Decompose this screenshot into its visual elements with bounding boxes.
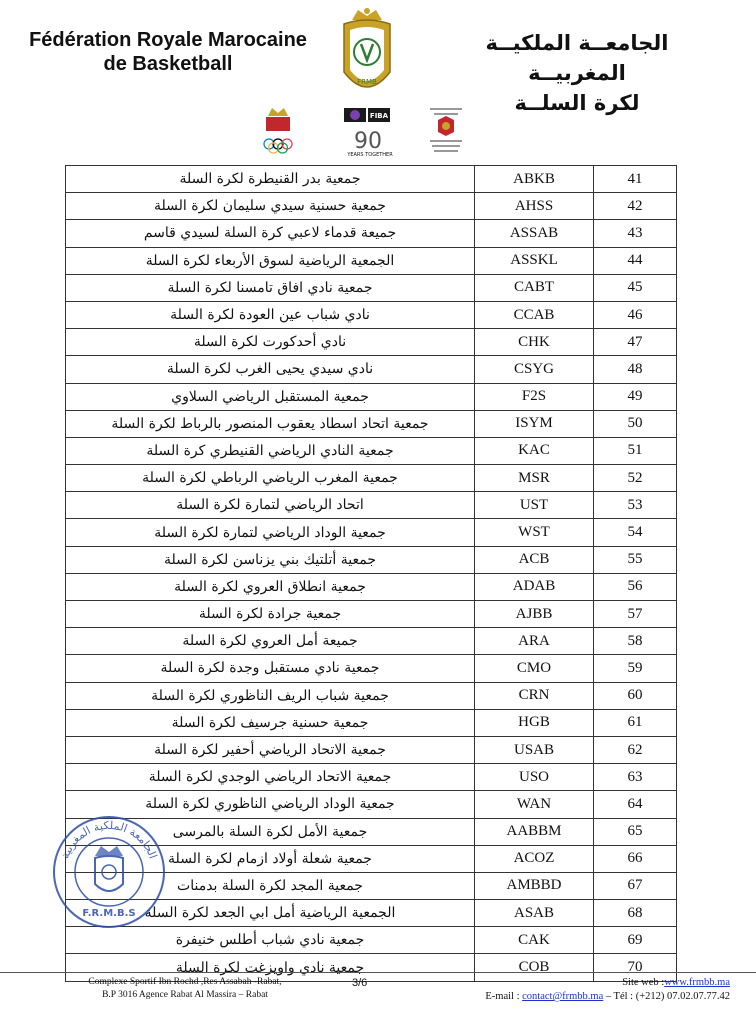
club-code-cell: ADAB: [475, 573, 594, 600]
ministry-logo: [424, 106, 468, 156]
table-row: [66, 220, 677, 247]
table-row: [66, 546, 677, 573]
club-number-cell: 41: [594, 166, 677, 193]
club-name-cell: جمعية شباب الريف الناظوري لكرة السلة: [66, 682, 475, 709]
club-name-cell: جمعية جرادة لكرة السلة: [66, 601, 475, 628]
club-name-cell: جمعية النادي الرياضي القنيطري كرة السلة: [66, 437, 475, 464]
table-row: [66, 274, 677, 301]
club-number-cell: 53: [594, 492, 677, 519]
club-number-cell: 64: [594, 791, 677, 818]
federation-name-fr-line2: de Basketball: [103, 53, 233, 75]
club-number-cell: 50: [594, 410, 677, 437]
federation-name-ar-line1: الجامعــة الملكيــة المغربيــة: [485, 31, 669, 85]
club-number-cell: 51: [594, 437, 677, 464]
club-code-cell: CRN: [475, 682, 594, 709]
club-code-cell: USO: [475, 764, 594, 791]
site-link[interactable]: www.frmbb.ma: [664, 977, 730, 988]
club-name-cell: اتحاد الرياضي لتمارة لكرة السلة: [66, 492, 475, 519]
club-name-cell: جمعية الاتحاد الرياضي الوجدي لكرة السلة: [66, 764, 475, 791]
table-row: [66, 247, 677, 274]
club-code-cell: USAB: [475, 736, 594, 763]
club-name-cell: جمعية الأمل لكرة السلة بالمرسى: [66, 818, 475, 845]
table-row: [66, 709, 677, 736]
table-row: [66, 573, 677, 600]
federation-stamp: [48, 812, 170, 930]
club-number-cell: 42: [594, 193, 677, 220]
club-name-cell: جمعية نادي افاق تامسنا لكرة السلة: [66, 274, 475, 301]
partner-logos: [252, 106, 502, 162]
footer-address-line1: Complexe Sportif Ibn Rochd ,Res Assabah -Rabat,: [88, 977, 282, 987]
club-name-cell: جمعية حسنية جرسيف لكرة السلة: [66, 709, 475, 736]
club-name-cell: جمعية المجد لكرة السلة بدمنات: [66, 872, 475, 899]
federation-name-ar: [442, 28, 712, 118]
club-number-cell: 46: [594, 301, 677, 328]
club-name-cell: جمعية انطلاق العروي لكرة السلة: [66, 573, 475, 600]
club-number-cell: 48: [594, 356, 677, 383]
club-name-cell: نادي أحدكورت لكرة السلة: [66, 329, 475, 356]
club-number-cell: 62: [594, 736, 677, 763]
club-name-cell: جمعية الوداد الرياضي الناظوري لكرة السلة: [66, 791, 475, 818]
club-number-cell: 57: [594, 601, 677, 628]
frmb-crest-logo: [332, 6, 402, 104]
club-number-cell: 61: [594, 709, 677, 736]
fiba-tagline: YEARS TOGETHER: [347, 152, 393, 158]
club-name-cell: جمعية الوداد الرياضي لتمارة لكرة السلة: [66, 519, 475, 546]
club-number-cell: 68: [594, 900, 677, 927]
club-code-cell: CAK: [475, 927, 594, 954]
club-name-cell: جمعية الاتحاد الرياضي أحفير لكرة السلة: [66, 736, 475, 763]
club-name-cell: جمعية بدر القنيطرة لكرة السلة: [66, 166, 475, 193]
club-number-cell: 55: [594, 546, 677, 573]
olympic-committee-logo: [258, 106, 298, 156]
club-name-cell: جمعية شعلة أولاد ازمام لكرة السلة: [66, 845, 475, 872]
club-code-cell: UST: [475, 492, 594, 519]
table-row: [66, 437, 677, 464]
club-name-cell: نادي سيدي يحيى الغرب لكرة السلة: [66, 356, 475, 383]
club-code-cell: ISYM: [475, 410, 594, 437]
club-code-cell: ASSKL: [475, 247, 594, 274]
club-name-cell: جمعية المغرب الرياضي الرباطي لكرة السلة: [66, 465, 475, 492]
club-number-cell: 45: [594, 274, 677, 301]
page-number: 3/6: [352, 977, 368, 989]
club-name-cell: جمعية المستقبل الرياضي السلاوي: [66, 383, 475, 410]
table-row: [66, 356, 677, 383]
club-code-cell: KAC: [475, 437, 594, 464]
club-number-cell: 49: [594, 383, 677, 410]
table-row: [66, 682, 677, 709]
club-number-cell: 59: [594, 655, 677, 682]
club-number-cell: 69: [594, 927, 677, 954]
federation-name-ar-line2: لكرة السلــة: [514, 91, 640, 115]
club-name-cell: جميعة أمل العروي لكرة السلة: [66, 628, 475, 655]
fiba-years: 90: [354, 129, 382, 152]
club-name-cell: جمعية حسنية سيدي سليمان لكرة السلة: [66, 193, 475, 220]
email-label: E-mail :: [485, 991, 520, 1002]
club-code-cell: WST: [475, 519, 594, 546]
club-name-cell: جمعية أتلتيك بني يزناسن لكرة السلة: [66, 546, 475, 573]
table-row: [66, 655, 677, 682]
club-number-cell: 56: [594, 573, 677, 600]
table-row: [66, 927, 677, 954]
phone-text: – Tél : (+212) 07.02.07.77.42: [603, 991, 730, 1002]
table-row: [66, 301, 677, 328]
club-code-cell: HGB: [475, 709, 594, 736]
club-code-cell: ABKB: [475, 166, 594, 193]
table-row: [66, 736, 677, 763]
club-number-cell: 60: [594, 682, 677, 709]
club-name-cell: جمعية نادي شباب أطلس خنيفرة: [66, 927, 475, 954]
club-name-cell: نادي شباب عين العودة لكرة السلة: [66, 301, 475, 328]
footer-divider: [0, 972, 756, 973]
table-row: [66, 465, 677, 492]
club-code-cell: CMO: [475, 655, 594, 682]
email-link[interactable]: contact@frmbb.ma: [522, 991, 604, 1002]
table-row: [66, 383, 677, 410]
footer-address: [40, 976, 330, 1002]
club-code-cell: MSR: [475, 465, 594, 492]
club-code-cell: AMBBD: [475, 872, 594, 899]
club-code-cell: ARA: [475, 628, 594, 655]
club-name-cell: جمعية نادي مستقبل وجدة لكرة السلة: [66, 655, 475, 682]
club-code-cell: F2S: [475, 383, 594, 410]
table-row: [66, 410, 677, 437]
fiba-text: FIBA: [369, 112, 389, 120]
club-name-cell: جمعية نادي واويزغت لكرة السلة: [66, 954, 475, 981]
club-code-cell: CHK: [475, 329, 594, 356]
table-row: [66, 601, 677, 628]
club-code-cell: AABBM: [475, 818, 594, 845]
club-name-cell: جمعية اتحاد اسطاد يعقوب المنصور بالرباط لكرة السلة: [66, 410, 475, 437]
table-row: [66, 166, 677, 193]
club-code-cell: ASAB: [475, 900, 594, 927]
club-code-cell: AJBB: [475, 601, 594, 628]
stamp-bottom-text: F.R.M.B.S: [82, 908, 136, 919]
club-code-cell: COB: [475, 954, 594, 981]
club-name-cell: الجمعية الرياضية لسوق الأربعاء لكرة السلة: [66, 247, 475, 274]
club-number-cell: 63: [594, 764, 677, 791]
table-row: [66, 764, 677, 791]
club-code-cell: CSYG: [475, 356, 594, 383]
fiba-90-logo: [340, 106, 396, 152]
federation-name-fr-line1: Fédération Royale Marocaine: [29, 29, 307, 51]
club-number-cell: 44: [594, 247, 677, 274]
club-code-cell: CABT: [475, 274, 594, 301]
footer-address-line2: B.P 3016 Agence Rabat Al Massira – Rabat: [102, 990, 268, 1000]
table-row: [66, 492, 677, 519]
club-number-cell: 66: [594, 845, 677, 872]
table-row: [66, 193, 677, 220]
site-label: Site web :: [622, 977, 665, 988]
club-code-cell: WAN: [475, 791, 594, 818]
table-row: [66, 628, 677, 655]
club-number-cell: 52: [594, 465, 677, 492]
club-number-cell: 43: [594, 220, 677, 247]
club-number-cell: 47: [594, 329, 677, 356]
club-name-cell: جميعة قدماء لاعبي كرة السلة لسيدي قاسم: [66, 220, 475, 247]
club-code-cell: CCAB: [475, 301, 594, 328]
club-number-cell: 70: [594, 954, 677, 981]
club-number-cell: 58: [594, 628, 677, 655]
club-number-cell: 54: [594, 519, 677, 546]
club-number-cell: 67: [594, 872, 677, 899]
table-row: [66, 519, 677, 546]
footer-contact: [400, 976, 730, 1004]
club-name-cell: الجمعية الرياضية أمل ابي الجعد لكرة السلة: [66, 900, 475, 927]
club-code-cell: ACOZ: [475, 845, 594, 872]
club-code-cell: ASSAB: [475, 220, 594, 247]
federation-name-fr: [18, 28, 318, 76]
club-number-cell: 65: [594, 818, 677, 845]
club-code-cell: AHSS: [475, 193, 594, 220]
table-row: [66, 329, 677, 356]
stamp-ring-text: الجامعة الملكية المغربية: [58, 818, 160, 861]
crest-text: FRMB: [357, 78, 377, 86]
club-code-cell: ACB: [475, 546, 594, 573]
